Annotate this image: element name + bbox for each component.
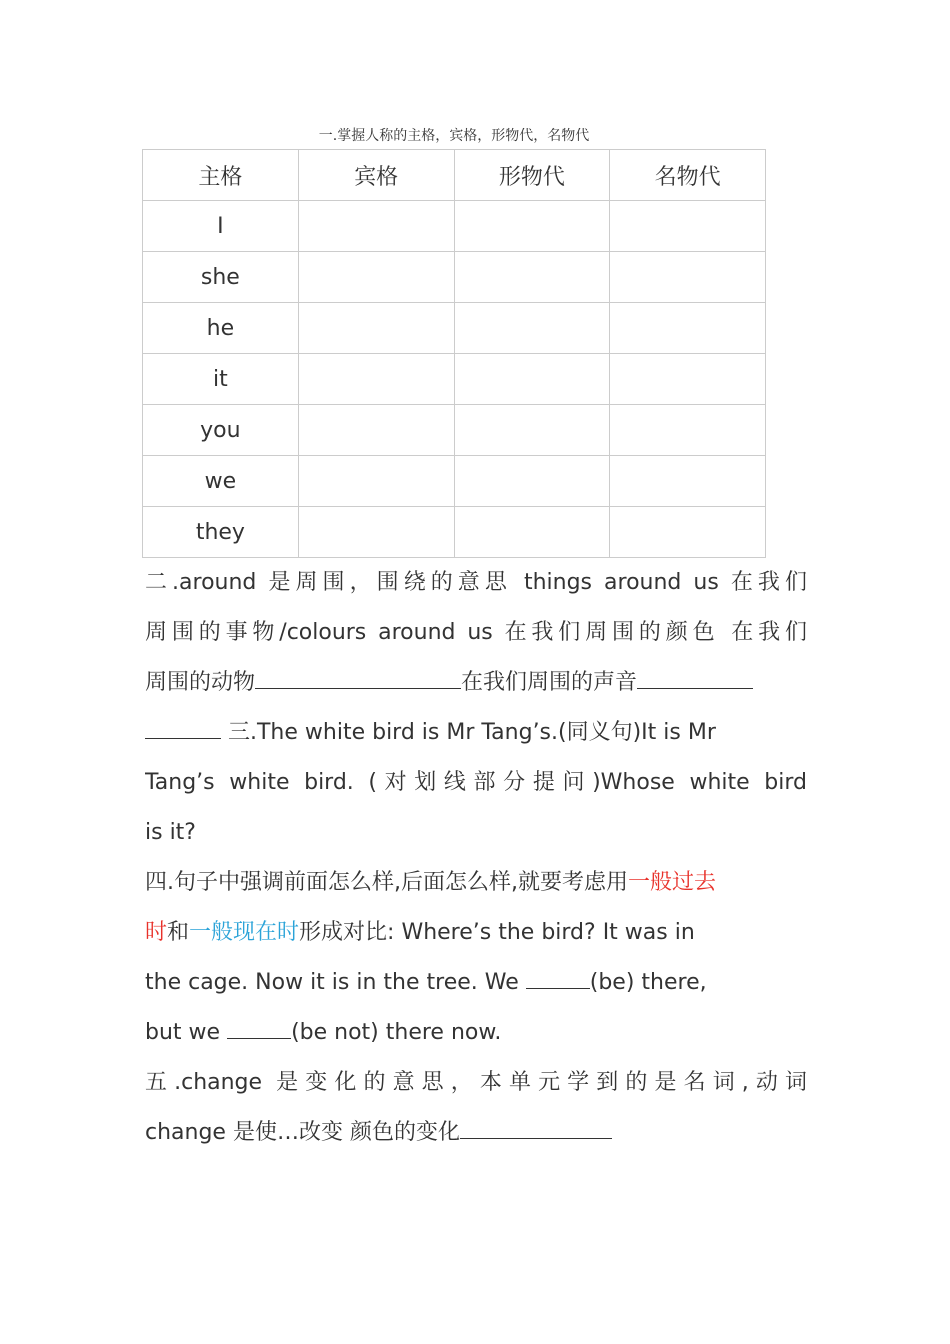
blank-cell[interactable] <box>298 456 454 507</box>
section-4-line-3 <box>145 958 807 1008</box>
sounds-answer-blank-continued[interactable] <box>145 712 221 739</box>
subject-cell: we <box>143 456 299 507</box>
section-5-line-1: 五.change 是变化的意思，本单元学到的是名词,动词 <box>145 1070 807 1095</box>
subject-cell: you <box>143 405 299 456</box>
blank-cell[interactable] <box>298 507 454 558</box>
we-sentence-start: the cage. Now it is in the tree. We <box>145 970 526 995</box>
table-row <box>143 405 766 456</box>
blank-cell[interactable] <box>610 405 766 456</box>
blank-cell[interactable] <box>298 252 454 303</box>
pronoun-table <box>142 149 766 558</box>
but-we-end: (be not) there now. <box>291 1020 502 1045</box>
section-1-heading: 一.掌握人称的主格，宾格，形物代，名物代 <box>318 128 590 144</box>
subject-cell: I <box>143 201 299 252</box>
section-3-line-3: is it? <box>145 820 196 845</box>
blank-cell[interactable] <box>454 405 610 456</box>
but-we-start: but we <box>145 1020 228 1045</box>
blank-cell[interactable] <box>454 201 610 252</box>
section-4-example: 形成对比: Where’s the bird? It was in <box>299 920 695 945</box>
blank-cell[interactable] <box>610 456 766 507</box>
section-2-line-2: 周围的事物/colours around us 在我们周围的颜色 在我们 <box>145 620 807 645</box>
blank-cell[interactable] <box>298 405 454 456</box>
column-header-subject: 主格 <box>143 150 299 201</box>
blank-cell[interactable] <box>454 507 610 558</box>
section-3-sentence: 三.The white bird is Mr Tang’s.(同义句)It is Mr <box>221 720 716 745</box>
subject-cell: it <box>143 354 299 405</box>
be-not-answer-blank[interactable] <box>227 1012 291 1039</box>
blank-cell[interactable] <box>298 303 454 354</box>
blank-cell[interactable] <box>454 303 610 354</box>
blank-cell[interactable] <box>454 252 610 303</box>
section-3-line-1 <box>145 708 807 758</box>
blank-cell[interactable] <box>298 201 454 252</box>
past-tense-highlight: 一般过去 <box>627 870 716 895</box>
section-5-line-2 <box>145 1108 807 1158</box>
table-header-row <box>143 150 766 201</box>
column-header-possessive-pronoun: 名物代 <box>610 150 766 201</box>
subject-cell: they <box>143 507 299 558</box>
blank-cell[interactable] <box>454 456 610 507</box>
table-row <box>143 354 766 405</box>
change-meaning-text: change 是使…改变 颜色的变化 <box>145 1120 460 1145</box>
animals-around-us-text: 周围的动物 <box>145 670 256 695</box>
blank-cell[interactable] <box>298 354 454 405</box>
section-3-line-2: Tang’s white bird. (对划线部分提问)Whose white bird <box>145 770 807 795</box>
column-header-possessive-adjective: 形物代 <box>454 150 610 201</box>
present-tense-highlight: 一般现在时 <box>189 920 300 945</box>
and-text: 和 <box>167 920 190 945</box>
section-2-line-3 <box>145 658 807 708</box>
we-sentence-end: (be) there, <box>589 970 707 995</box>
blank-cell[interactable] <box>610 201 766 252</box>
table-row <box>143 252 766 303</box>
column-header-object: 宾格 <box>298 150 454 201</box>
subject-cell: she <box>143 252 299 303</box>
exercise-body <box>145 558 807 1158</box>
animals-answer-blank[interactable] <box>255 662 461 689</box>
table-row <box>143 456 766 507</box>
blank-cell[interactable] <box>610 303 766 354</box>
sounds-answer-blank[interactable] <box>637 662 753 689</box>
sounds-around-us-text: 在我们周围的声音 <box>461 670 638 695</box>
table-row <box>143 303 766 354</box>
section-4-line-1 <box>145 858 807 908</box>
table-row <box>143 201 766 252</box>
blank-cell[interactable] <box>610 252 766 303</box>
subject-cell: he <box>143 303 299 354</box>
section-4-line-2 <box>145 908 807 958</box>
blank-cell[interactable] <box>610 354 766 405</box>
section-4-intro: 四.句子中强调前面怎么样,后面怎么样,就要考虑用 <box>145 870 628 895</box>
section-2-line-1: 二.around 是周围，围绕的意思 things around us 在我们 <box>145 570 807 595</box>
table-row <box>143 507 766 558</box>
colour-change-answer-blank[interactable] <box>460 1112 612 1139</box>
be-answer-blank[interactable] <box>526 962 590 989</box>
past-tense-highlight-end: 时 <box>145 920 168 945</box>
blank-cell[interactable] <box>454 354 610 405</box>
blank-cell[interactable] <box>610 507 766 558</box>
section-4-line-4 <box>145 1008 807 1058</box>
